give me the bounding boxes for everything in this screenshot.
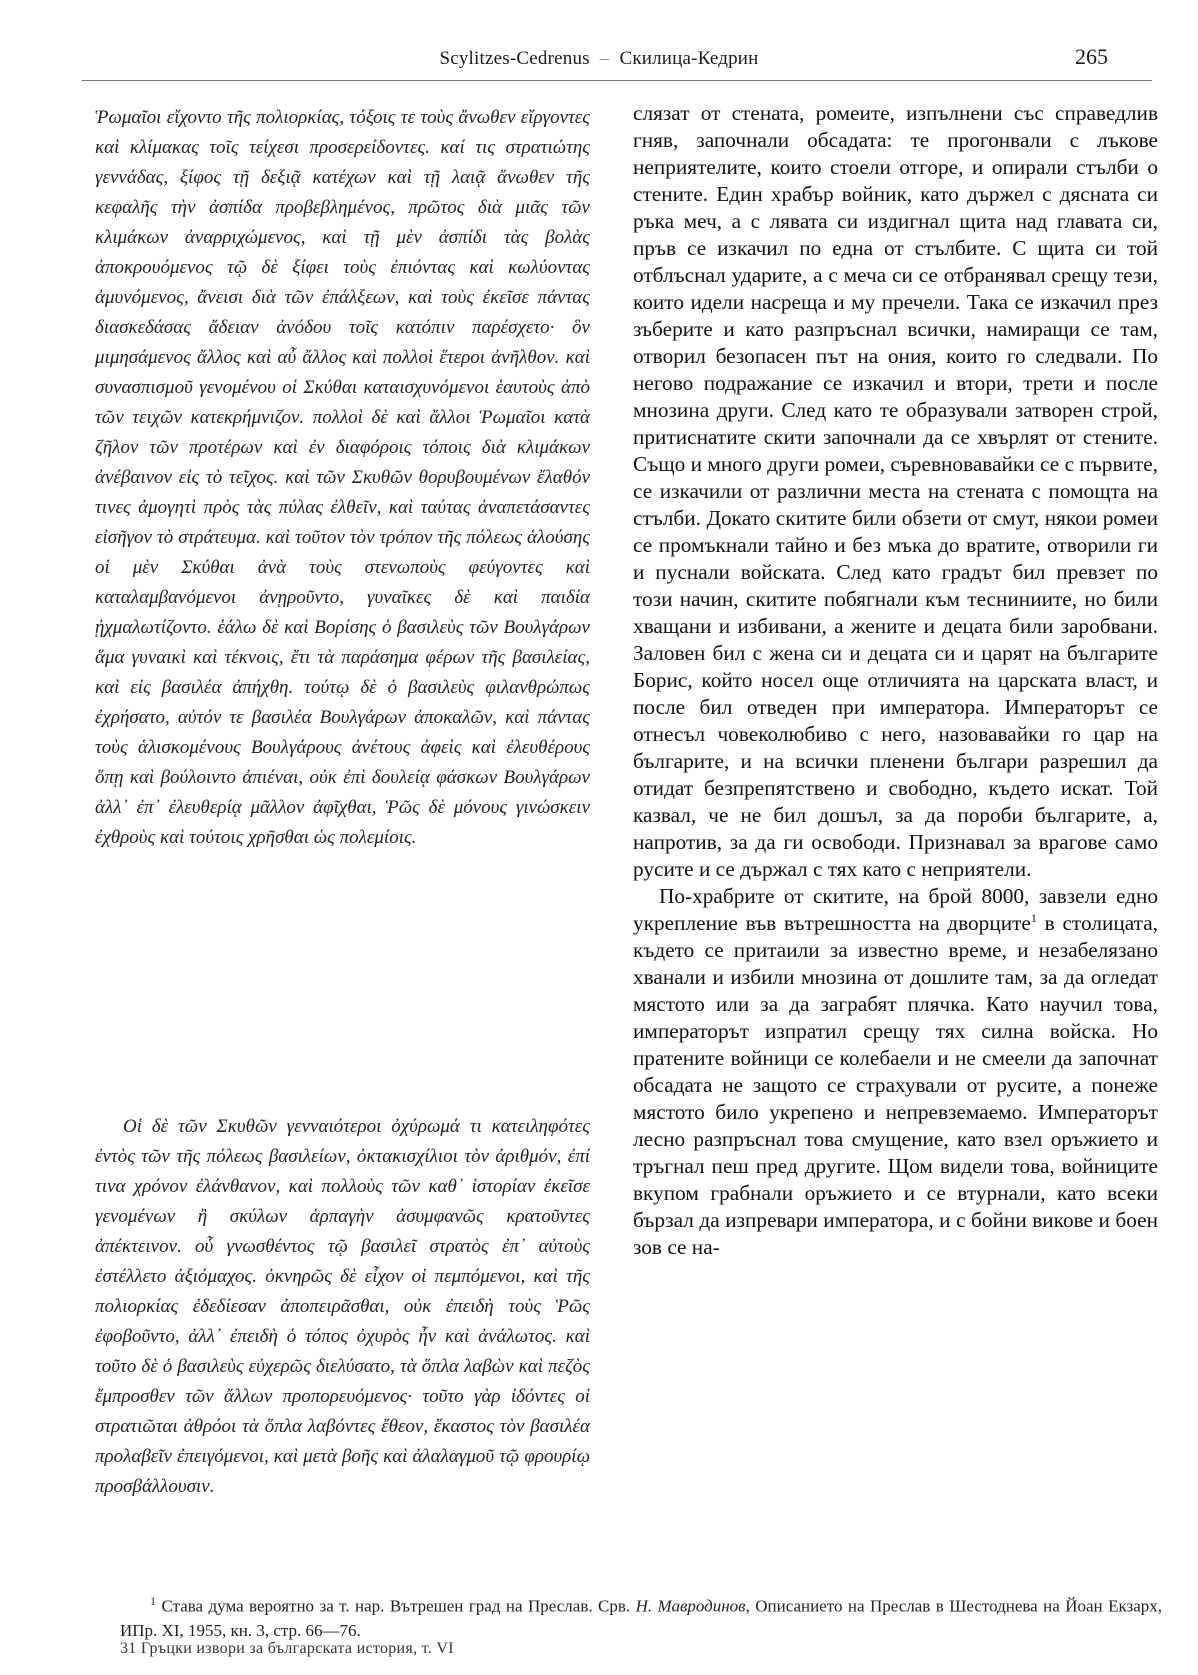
greek-paragraph-2: Οἱ δὲ τῶν Σκυθῶν γενναιότεροι ὀχύρωμά τι κατειληφότες ἐντὸς τῶν τῆς πόλεως βασιλείων, ὀκτακισχίλιοι τὸν ἀριθμόν, ἐπί τινα χρόνον ἐλάνθανον, καὶ πολλοὺς τῶν καθ᾽ ἱστορίαν ἐκεῖσε γενομένων ἢ σκύλων ἁρπαγὴν ἀσυμφανῶς κρατοῦντες ἀπέκτεινον. οὗ γνωσθέντος τῷ βασιλεῖ στρατὸς ἐπ᾽ αὐτοὺς ἐστέλλετο ἀξιόμαχος. ὀκνηρῶς δὲ εἶχον οἱ πεμπόμενοι, καὶ τῆς πολιορκίας ἐδεδίεσαν ἀποπειρᾶσθαι, οὐκ ἐπειδὴ τοὺς Ῥῶς ἐφοβοῦντο, ἀλλ᾽ ἐπειδὴ ὁ τόπος ὀχυρὸς ἦν καὶ ἀνάλωτος. καὶ τοῦτο δὲ ὁ βασιλεὺς εὐχερῶς διελύσατο, τὰ ὅπλα λαβὼν καὶ πεζὸς ἔμπροσθεν τῶν ἄλλων προπορευόμενος· τοῦτο γὰρ ἰδόντες οἱ στρατιῶται ἀθρόοι τὰ ὅπλα λαβόντες ἔθεον, ἕκαστος τὸν βασιλέα προλαβεῖν ἐπειγόμενοι, καὶ μετὰ βοῆς καὶ ἀλαλαγμοῦ τῷ φρουρίῳ προσβάλλουσιν. <box>95 1116 590 1497</box>
footnote-reference[interactable]: 1 <box>1030 910 1037 925</box>
printer-signature: 31 Гръцки извори за българската история, т. VI <box>120 1640 454 1657</box>
bulgarian-paragraph-2 <box>633 883 1158 1261</box>
footnote <box>120 1589 1162 1643</box>
footnote-number: 1 <box>150 1594 156 1608</box>
greek-column-block-2 <box>95 1112 590 1502</box>
header-title-latin: Scylitzes-Cedrenus <box>439 48 590 69</box>
footnote-text-b: , Описанието на Преслав в Шестоднева на Йоан Екзарх, ИПр. XI, 1955, кн. 3, стр. 66—76. <box>120 1596 1163 1640</box>
footnote-text-a: Става дума вероятно за т. нар. Вътрешен град на Преслав. Срв. <box>161 1596 636 1616</box>
header-separator: – <box>599 48 610 69</box>
bulgarian-column <box>633 100 1158 1261</box>
header-rule <box>82 80 1152 81</box>
running-header <box>0 48 1198 70</box>
bulgarian-paragraph-1: слязат от стената, ромеите, изпълнени със справедлив гняв, започнали обсадата: те прогонвали с лъкове неприятелите, които стоели отгоре, и опирали стълби о стените. Един храбър войник, като държел с дясната си ръка меч, а с лявата си издигнал щита над главата си, пръв се изкачил по една от стълбите. С щита си той отблъснал ударите, а с меча си се отбранявал срещу тези, които идели насреща и му пречели. Така се изкачил през зъберите и като разпръснал всички, намиращи се там, отворил безопасен път на ония, които го следвали. По негово подражание се изкачил и втори, трети и после мнозина други. След като те образували затворен строй, притиснатите скити започнали да се хвърлят от стените. Също и много други ромеи, съревновавайки се с първите, се изкачили от различни места на стената с помощта на стълби. Докато скитите били обзети от смут, някои ромеи се промъкнали тайно и без мъка до вратите, отворили ги и пуснали войската. След като градът бил превзет по този начин, скитите побягнали към тесниниите, но били хващани и избивани, а жените и децата били заробвани. Заловен бил с жена си и децата си и царят на българите Борис, който носел още отличията на царската власт, и после бил отведен при императора. Императорът се отнесъл човеколюбиво с него, назовавайки го цар на българите, и на всички пленени българи разрешил да отидат безпрепятствено и свободно, където искат. Той казвал, че не бил дошъл, за да пороби българите, а, напротив, за да ги освободи. Признавал за врагове само русите и се държал с тях като с неприятели. <box>633 101 1158 881</box>
footnote-author: Н. Мавродинов <box>635 1596 746 1616</box>
bulgarian-paragraph-2-rest: в столицата, където се притаили за известно време, и незабелязано хванали и избили мнозина от дошлите там, за да огледат мястото или за да заграбят плячка. Като научил това, императорът изпратил срещу тях силна войска. Но пратените войници се колебаели и не смеели да започнат обсадата не защото се страхували от русите, а понеже мястото било укрепено и непревземаемо. Императорът лесно разпръснал това смущение, като взел оръжието и тръгнал пеш пред другите. Щом видели това, войниците вкупом грабнали оръжието и се втурнали, като всеки бързал да изпревари императора, и с бойни викове и боен зов се на- <box>633 911 1158 1259</box>
header-title-cyrillic: Скилица-Кедрин <box>619 48 759 69</box>
greek-paragraph-1: Ῥωμαῖοι εἴχοντο τῆς πολιορκίας, τόξοις τε τοὺς ἄνωθεν εἴργοντες καὶ κλίμακας τοῖς τείχεσι προσερείδοντες. καί τις στρατιώτης γεννάδας, ξίφος τῇ δεξιᾷ κατέχων καὶ τῇ λαιᾷ ἄνωθεν τῆς κεφαλῆς τὴν ἀσπίδα προβεβλημένος, πρῶτος διὰ μιᾶς τῶν κλιμάκων ἀναρριχώμενος, καὶ τῇ μὲν ἀσπίδι τὰς βολὰς ἀποκρουόμενος τῷ δὲ ξίφει τοὺς ἐπιόντας καὶ κωλύοντας ἀμυνόμενος, ἄνεισι διὰ τῶν ἐπάλξεων, καὶ τοὺς ἐκεῖσε πάντας διασκεδάσας ἄδειαν ἀνόδου τοῖς κατόπιν παρέσχετο· ὃν μιμησάμενος ἄλλος καὶ αὖ ἄλλος καὶ πολλοὶ ἕτεροι ἀνῆλθον. καὶ συνασπισμοῦ γενομένου οἱ Σκύθαι καταισχυνόμενοι ἑαυτοὺς ἀπὸ τῶν τειχῶν κατεκρήμνιζον. πολλοὶ δὲ καὶ ἄλλοι Ῥωμαῖοι κατὰ ζῆλον τῶν προτέρων καὶ ἐν διαφόροις τόποις διὰ κλιμάκων ἀνέβαινον εἰς τὸ τεῖχος. καὶ τῶν Σκυθῶν θορυβουμένων ἔλαθόν τινες ἀμογητὶ πρὸς τὰς πύλας ἐλθεῖν, καὶ ταύτας ἀναπετάσαντες εἰσῆγον τὸ στράτευμα. καὶ τοῦτον τὸν τρόπον τῆς πόλεως ἁλούσης οἱ μὲν Σκύθαι ἀνὰ τοὺς στενωποὺς φεύγοντες καὶ καταλαμβανόμενοι ἀνῃροῦντο, γυναῖκες δὲ καὶ παιδία ᾐχμαλωτίζοντο. ἑάλω δὲ καὶ Βορίσης ὁ βασιλεὺς τῶν Βουλγάρων ἅμα γυναικὶ καὶ τέκνοις, ἔτι τὰ παράσημα φέρων τῆς βασιλείας, καὶ εἰς βασιλέα ἀπήχθη. τούτῳ δὲ ὁ βασιλεὺς φιλανθρώπως ἐχρήσατο, αὐτόν τε βασιλέα Βουλγάρων ἀποκαλῶν, καὶ πάντας τοὺς ἁλισκομένους Βουλγάρους ἀνέτους ἀφεὶς καὶ ἐλευθέρους ὅπῃ καὶ βούλοιντο ἀπιέναι, οὐκ ἐπὶ δουλείᾳ φάσκων Βουλγάρων ἀλλ᾽ ἐπ᾽ ἐλευθερίᾳ μᾶλλον ἀφῖχθαι, Ῥῶς δὲ μόνους γινώσκειν ἐχθροὺς καὶ τούτοις χρῆσθαι ὡς πολεμίοις. <box>95 107 590 848</box>
page-number: 265 <box>1075 44 1108 69</box>
bulgarian-paragraph-2-start: По-храбрите от скитите, на брой 8000, завзели едно укрепление във вътрешността на дворците <box>633 884 1158 935</box>
greek-column-block-1 <box>95 103 590 853</box>
